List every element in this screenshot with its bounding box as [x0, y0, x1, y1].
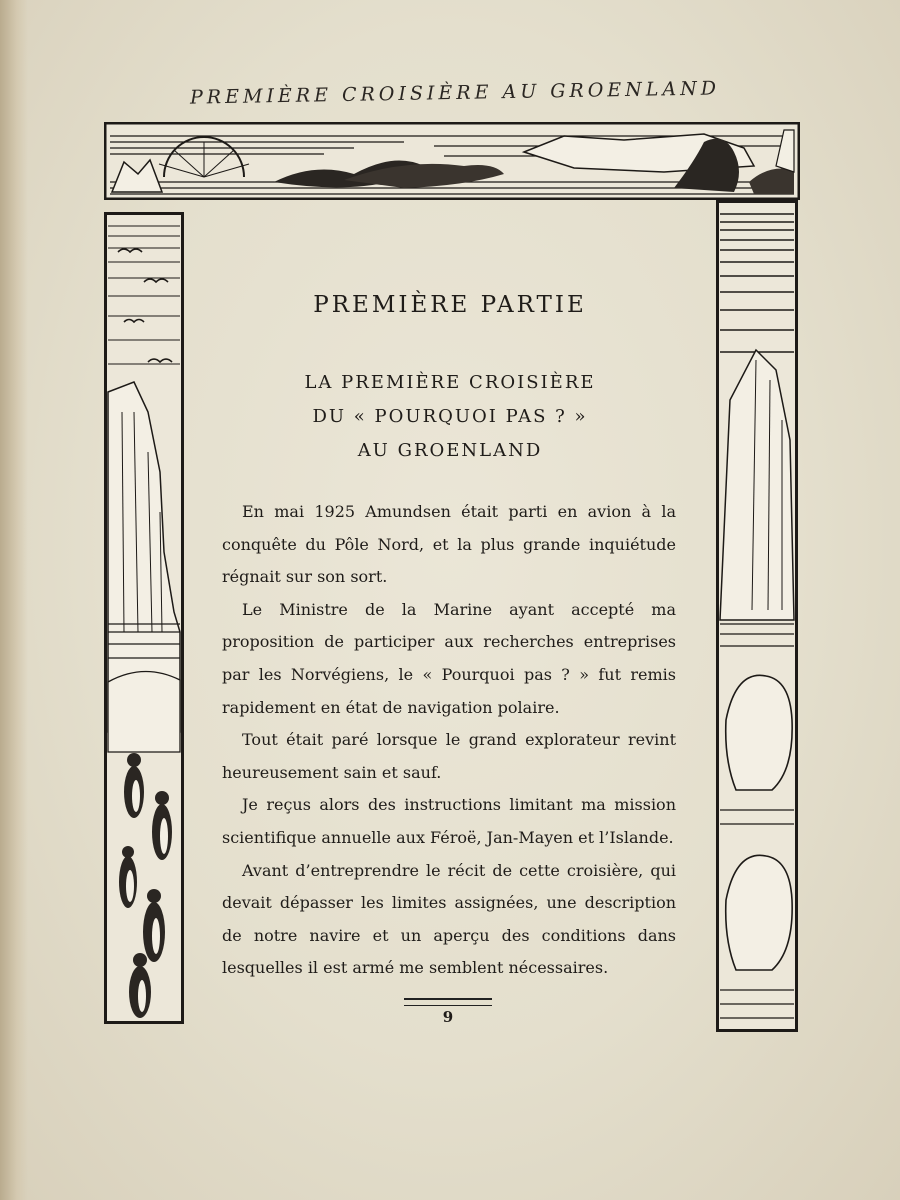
paragraph: En mai 1925 Amundsen était parti en avion à la conquête du Pôle Nord, et la plus grande inquiétude régnait sur son sort. [222, 502, 676, 587]
page-binding-shadow [0, 0, 28, 1200]
paragraph: Avant d’entreprendre le récit de cette croisière, qui devait dépasser les limites assignées, une description de notre navire et un aperçu des conditions dans lesquelles il est armé me semblent nécessaires. [222, 860, 676, 978]
running-head: PREMIÈRE CROISIÈRE AU GROENLAND [189, 77, 721, 109]
chapter-title-line: AU GROENLAND [357, 440, 543, 461]
chapter-title [222, 366, 678, 468]
page-number: 9 [442, 1008, 454, 1026]
right-woodcut-illustration [716, 200, 798, 1032]
body-text [222, 496, 676, 985]
paragraph: Tout était paré lorsque le grand explorateur revint heureusement sain et sauf. [222, 730, 676, 782]
part-title: PREMIÈRE PARTIE [313, 292, 587, 318]
left-woodcut-illustration [104, 212, 184, 1024]
paragraph: Je reçus alors des instructions limitant ma mission scientifique annuelle aux Féroë, Jan-Mayen et l’Islande. [222, 795, 676, 847]
chapter-title-line: DU « POURQUOI PAS ? » [312, 406, 588, 427]
ornamental-rule [404, 998, 492, 1006]
chapter-title-line: LA PREMIÈRE CROISIÈRE [304, 372, 596, 393]
paragraph: Le Ministre de la Marine ayant accepté ma proposition de participer aux recherches entreprises par les Norvégiens, le « Pourquoi pas ? » fut remis rapidement en état de navigation polaire. [222, 599, 676, 717]
top-woodcut-illustration [104, 122, 800, 200]
